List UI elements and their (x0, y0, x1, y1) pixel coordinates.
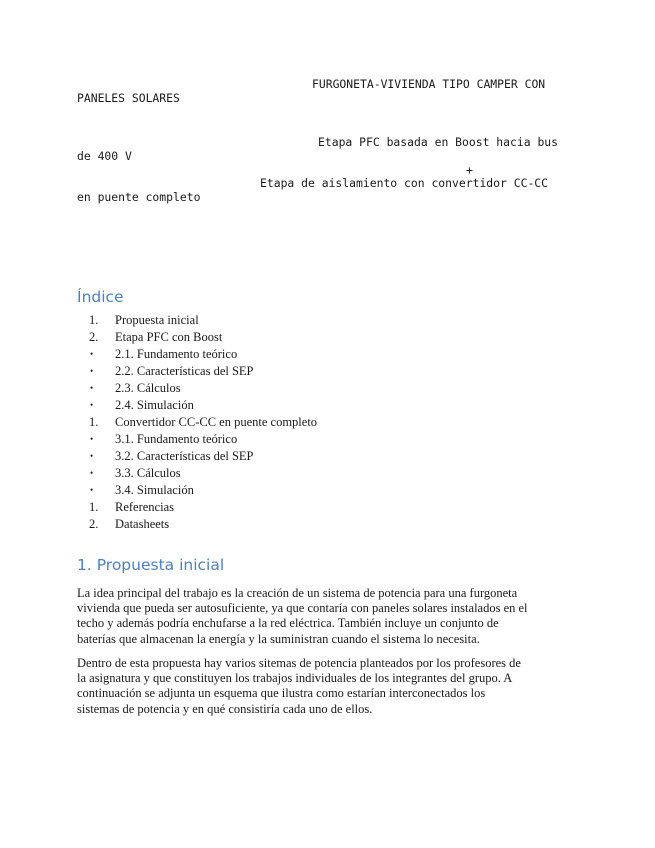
cover-subtitle-line2: de 400 V (77, 149, 132, 163)
toc-item-label: 3.2. Características del SEP (115, 449, 254, 463)
toc-number-marker: 2. (89, 517, 99, 531)
toc-heading: Índice (77, 288, 124, 306)
toc-item-label: Datasheets (115, 517, 170, 531)
toc-item[interactable] (77, 397, 597, 414)
paragraph-1 (77, 586, 582, 647)
cover-plus: + (466, 163, 473, 177)
toc-item-label: 3.3. Cálculos (115, 466, 181, 480)
cover-subtitle-line3: Etapa de aislamiento con convertidor CC-CC (260, 176, 549, 190)
paragraph-line: la asignatura y que constituyen los trabajos individuales de los integrantes del grupo. A (77, 671, 513, 686)
toc-item[interactable] (77, 516, 597, 533)
cover-title-line1: FURGONETA-VIVIENDA TIPO CAMPER CON (312, 77, 546, 91)
toc-number-marker: 2. (89, 330, 99, 344)
toc-bullet-marker: • (90, 485, 94, 495)
paragraph-line: Dentro de esta propuesta hay varios sitemas de potencia planteados por los profesores de (77, 656, 521, 670)
toc-bullet-marker: • (90, 400, 94, 410)
toc-item-label: Etapa PFC con Boost (115, 330, 223, 344)
toc-bullet-marker: • (90, 451, 94, 461)
toc-bullet-marker: • (90, 366, 94, 376)
toc-bullet-marker: • (90, 383, 94, 393)
toc-bullet-marker: • (90, 349, 94, 359)
toc-number-marker: 1. (89, 415, 99, 429)
section-heading-propuesta-inicial: 1. Propuesta inicial (77, 556, 225, 574)
toc-item[interactable] (77, 346, 597, 363)
toc-item[interactable] (77, 482, 597, 499)
toc-item-label: 3.1. Fundamento teórico (115, 432, 238, 446)
toc-item[interactable] (77, 431, 597, 448)
cover-subtitle-line4: en puente completo (77, 190, 201, 204)
toc-item-label: Referencias (115, 500, 174, 514)
toc-item[interactable] (77, 329, 597, 346)
toc-item[interactable] (77, 499, 597, 516)
toc-item[interactable] (77, 465, 597, 482)
table-of-contents (77, 312, 597, 533)
toc-item-label: 2.1. Fundamento teórico (115, 347, 238, 361)
toc-item[interactable] (77, 363, 597, 380)
toc-item-label: 2.3. Cálculos (115, 381, 181, 395)
cover-subtitle-line1: Etapa PFC basada en Boost hacia bus (318, 135, 559, 149)
toc-item[interactable] (77, 448, 597, 465)
toc-item-label: 2.2. Características del SEP (115, 364, 254, 378)
toc-item-label: Propuesta inicial (115, 313, 199, 327)
toc-item[interactable] (77, 380, 597, 397)
toc-number-marker: 1. (89, 313, 99, 327)
cover-title-line2: PANELES SOLARES (77, 91, 180, 105)
paragraph-2 (77, 656, 582, 717)
toc-item[interactable] (77, 312, 597, 329)
paragraph-line: vivienda que pueda ser autosuficiente, ya que contaría con paneles solares instalados en el (77, 601, 528, 616)
toc-item-label: 2.4. Simulación (115, 398, 194, 412)
paragraph-line: continuación se adjunta un esquema que ilustra como estarían interconectados los (77, 686, 486, 701)
toc-bullet-marker: • (90, 468, 94, 478)
toc-bullet-marker: • (90, 434, 94, 444)
toc-item[interactable] (77, 414, 597, 431)
paragraph-line: sistemas de potencia y en qué consistiría cada uno de ellos. (77, 701, 373, 716)
paragraph-line: La idea principal del trabajo es la creación de un sistema de potencia para una furgoneta (77, 586, 518, 600)
toc-number-marker: 1. (89, 500, 99, 514)
toc-item-label: 3.4. Simulación (115, 483, 194, 497)
paragraph-line: baterías que almacenan la energía y la suministran cuando el sistema lo necesita. (77, 631, 480, 646)
paragraph-line: techo y además podría enchufarse a la red eléctrica. También incluye un conjunto de (77, 616, 499, 631)
toc-item-label: Convertidor CC-CC en puente completo (115, 415, 318, 429)
